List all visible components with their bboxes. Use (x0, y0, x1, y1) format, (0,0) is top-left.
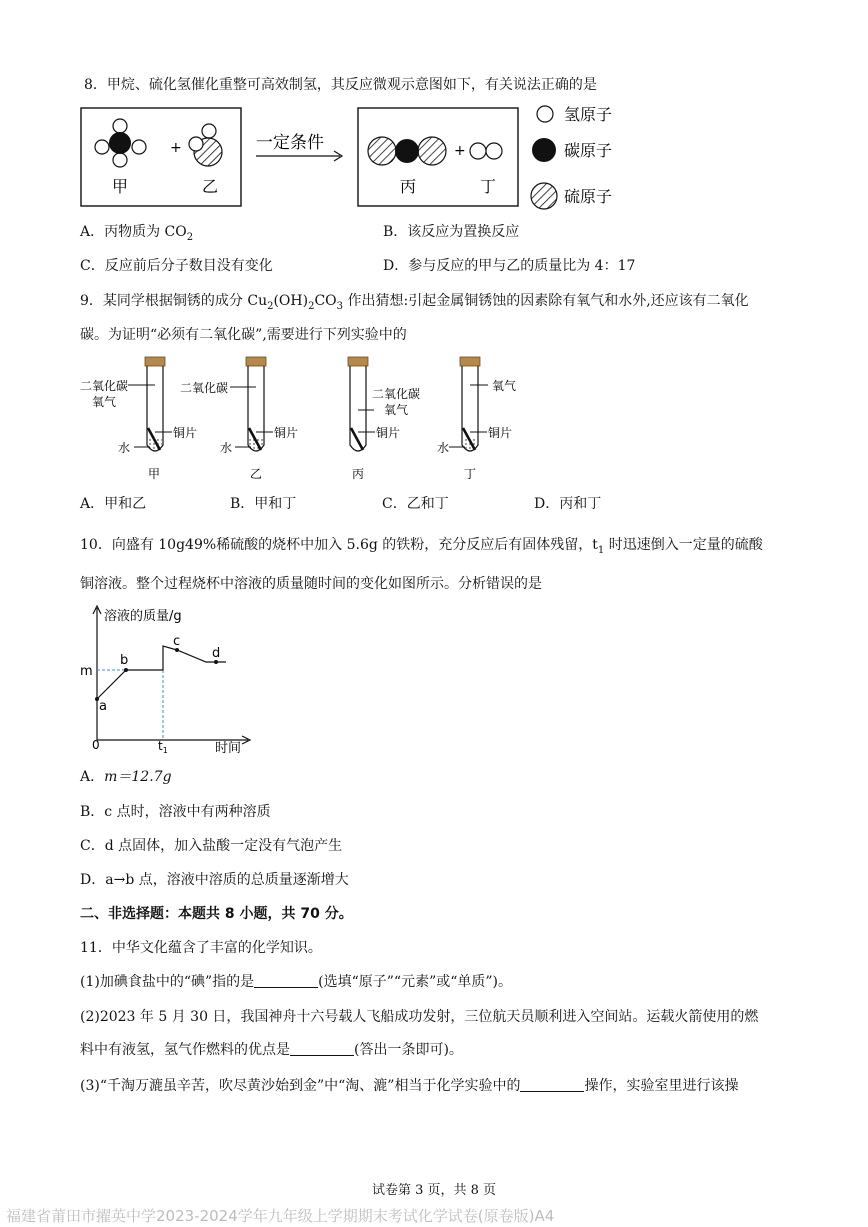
reaction-condition: 一定条件 (256, 133, 324, 153)
q8-option-c[interactable]: C．反应前后分子数目没有变化 (80, 258, 273, 274)
q9-option-b[interactable]: B．甲和丁 (230, 496, 297, 512)
svg-text:二氧化碳: 二氧化碳 (180, 381, 229, 395)
hydrogen-molecule (470, 143, 502, 159)
svg-text:铜片: 铜片 (376, 426, 401, 440)
svg-text:丁: 丁 (464, 467, 477, 481)
q9-option-d[interactable]: D．丙和丁 (534, 496, 602, 512)
q9-option-c[interactable]: C．乙和丁 (382, 496, 449, 512)
point-d-label: d (212, 646, 221, 661)
q11-blank-1[interactable] (254, 973, 318, 988)
svg-text:氧气: 氧气 (92, 395, 117, 409)
q8-stem: 8．甲烷、硫化氢催化重整可高效制氢，其反应微观示意图如下，有关说法正确的是 (84, 77, 597, 93)
q8-reaction-diagram (78, 100, 658, 212)
svg-text:二氧化碳: 二氧化碳 (80, 379, 129, 393)
q11-stem: 11．中华文化蕴含了丰富的化学知识。 (80, 940, 322, 956)
y-axis-label: 溶液的质量/g (104, 609, 182, 624)
q10-stem-line2: 铜溶液。整个过程烧杯中溶液的质量随时间的变化如图所示。分析错误的是 (80, 576, 542, 592)
tube-yi (180, 357, 298, 481)
q10-stem-line1: 10．向盛有 10g49%稀硫酸的烧杯中加入 5.6g 的铁粉，充分反应后有固体残留，$t_1$ 时迅速倒入一定量的硫酸 (80, 537, 763, 556)
label-yi: 乙 (202, 177, 219, 196)
svg-text:二氧化碳: 二氧化碳 (372, 387, 421, 401)
q8-option-a[interactable]: A．丙物质为 $CO_2$ (80, 224, 194, 243)
svg-text:铜片: 铜片 (274, 426, 299, 440)
svg-text:铜片: 铜片 (173, 426, 198, 440)
q10-option-b[interactable]: B．c 点时，溶液中有两种溶质 (80, 804, 271, 820)
origin-label: 0 (92, 738, 100, 752)
legend-hydrogen-icon (537, 106, 553, 122)
q11-blank-3[interactable] (520, 1077, 584, 1092)
q8-option-d[interactable]: D．参与反应的甲与乙的质量比为 4：17 (383, 258, 636, 274)
svg-text:丙: 丙 (352, 467, 365, 481)
q9-test-tubes (80, 350, 540, 485)
q11-blank-2[interactable] (290, 1041, 354, 1056)
mass-curve (97, 646, 226, 699)
point-c-label: c (173, 634, 181, 649)
section-2-heading: 二、非选择题：本题共 8 小题，共 70 分。 (80, 906, 353, 922)
q11-part2-line2: 料中有液氢，氢气作燃料的优点是 (答出一条即可)。 (80, 1042, 463, 1058)
tube-bing (348, 357, 420, 481)
q10-option-c[interactable]: C．d 点固体，加入盐酸一定没有气泡产生 (80, 838, 343, 854)
q9-stem-line2: 碳。为证明“必须有二氧化碳”,需要进行下列实验中的 (80, 327, 407, 343)
m-label: m (80, 664, 93, 679)
legend-hydrogen-label: 氢原子 (564, 105, 613, 124)
svg-text:乙: 乙 (250, 467, 263, 481)
legend-sulfur-icon (531, 183, 557, 209)
svg-text:水: 水 (437, 441, 450, 455)
svg-text:水: 水 (118, 441, 131, 455)
q8-option-b[interactable]: B．该反应为置换反应 (383, 224, 520, 240)
svg-text:甲: 甲 (148, 467, 161, 481)
legend-sulfur-label: 硫原子 (564, 187, 613, 206)
q9-stem-line1: 9．某同学根据铜锈的成分 $Cu_2(OH)_2CO_3$ 作出猜想:引起金属铜锈蚀的因素除有氧气和水外,还应该有二氧化 (80, 293, 749, 312)
x-axis-label: 时间 (215, 741, 242, 756)
q11-part2-line1: (2)2023 年 5 月 30 日，我国神舟十六号载人飞船成功发射，三位航天员顺利进入空间站。运载火箭使用的燃 (80, 1009, 759, 1025)
page-footer: 试卷第 3 页，共 8 页 (371, 1183, 497, 1198)
svg-text:氧气: 氧气 (492, 379, 517, 393)
legend-carbon-icon (532, 138, 556, 162)
tube-ding (437, 357, 516, 481)
point-a-label: a (99, 699, 107, 714)
q10-option-d[interactable]: D．a→b 点，溶液中溶质的总质量逐渐增大 (80, 872, 349, 888)
q10-mass-time-chart (76, 602, 266, 758)
q10-option-a[interactable]: A．m＝12.7g (80, 769, 172, 785)
q11-part1: (1)加碘食盐中的“碘”指的是 (选填“原子”“元素”或“单质”)。 (80, 974, 513, 990)
t1-label: $t_1$ (158, 739, 168, 755)
svg-text:水: 水 (220, 441, 233, 455)
hydrogen-sulfide-molecule (189, 124, 222, 166)
q11-part3: (3)“千淘万漉虽辛苦，吹尽黄沙始到金”中“淘、漉”相当于化学实验中的 操作，实验室里进行该操 (80, 1078, 739, 1094)
point-b-label: b (120, 653, 129, 668)
plus-sign-1: + (170, 140, 182, 156)
watermark: 福建省莆田市擢英中学2023-2024学年九年级上学期期末考试化学试卷(原卷版)A4 (6, 1207, 555, 1225)
label-bing: 丙 (400, 177, 417, 196)
carbon-disulfide-molecule (368, 137, 446, 165)
q9-option-a[interactable]: A．甲和乙 (80, 496, 147, 512)
legend-carbon-label: 碳原子 (564, 141, 613, 160)
tube-jia (80, 357, 197, 481)
label-jia: 甲 (112, 177, 129, 196)
methane-molecule (95, 119, 146, 167)
plus-sign-2: + (454, 143, 466, 159)
svg-text:氧气: 氧气 (384, 403, 409, 417)
point-b (124, 668, 128, 672)
label-ding: 丁 (480, 177, 497, 196)
svg-text:铜片: 铜片 (488, 426, 513, 440)
